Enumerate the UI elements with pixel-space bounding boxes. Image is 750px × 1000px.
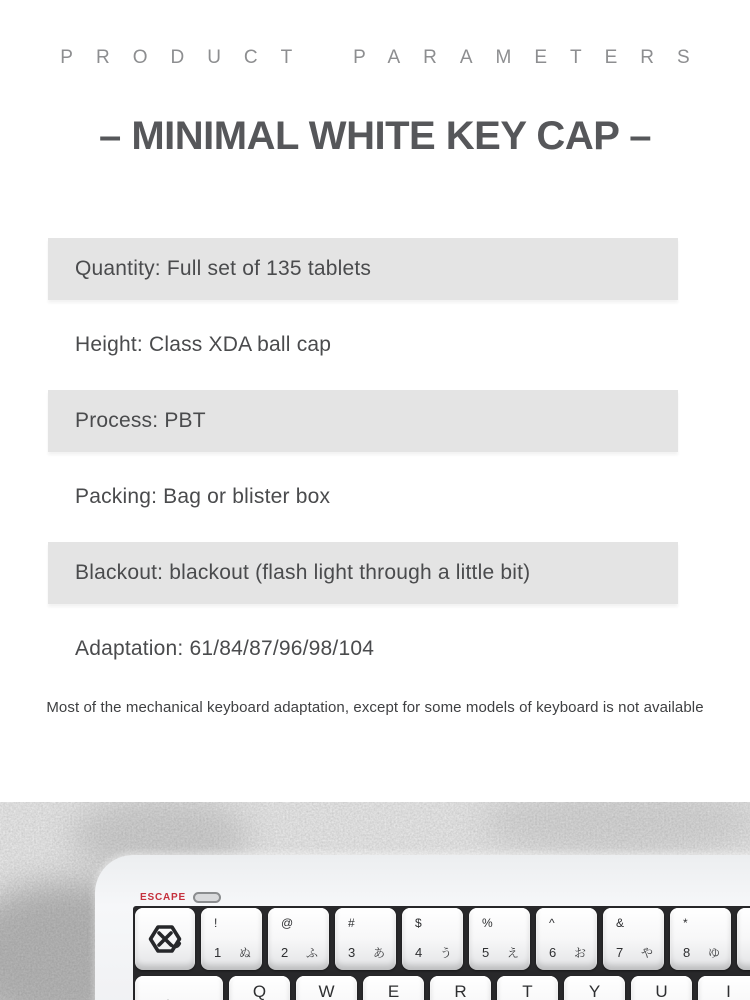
keycap-symbol-legend: %: [482, 916, 493, 930]
keycap-kana-legend: え: [506, 946, 519, 960]
number-keycap: [670, 908, 731, 970]
number-keycap: [201, 908, 262, 970]
keycap-symbol-legend: #: [348, 916, 355, 930]
tab-keycap: [135, 976, 223, 1000]
letter-keycap: [296, 976, 357, 1000]
letter-keycap: [698, 976, 750, 1000]
parameter-row: [48, 390, 678, 452]
compatibility-note: Most of the mechanical keyboard adaptation, except for some models of keyboard is not available: [46, 699, 704, 716]
keyboard-row-qwerty: [135, 976, 750, 1000]
keycap-number-legend: 2: [281, 945, 289, 960]
keyboard-row-numbers: [135, 908, 750, 970]
keycap-kana-legend: お: [573, 946, 586, 960]
page-title: – MINIMAL WHITE KEY CAP –: [98, 114, 652, 158]
keycap-number-legend: 6: [549, 945, 557, 960]
keycap-letter-legend: U: [655, 982, 668, 1000]
parameter-text: Adaptation: 61/84/87/96/98/104: [75, 637, 375, 660]
number-keycap: [469, 908, 530, 970]
letter-keycap: [430, 976, 491, 1000]
hexagon-x-logo-icon: [147, 922, 183, 956]
keycap-number-legend: 7: [616, 945, 624, 960]
keycap-symbol-legend: @: [281, 916, 294, 930]
keycap-symbol-legend: &: [616, 916, 625, 930]
keycap-letter-legend: W: [318, 982, 335, 1000]
parameter-text: Blackout: blackout (flash light through a little bit): [75, 561, 531, 584]
parameter-text: Quantity: Full set of 135 tablets: [75, 257, 372, 280]
keycap-kana-legend: や: [640, 946, 653, 960]
parameter-row: [48, 618, 678, 680]
keycap-letter-legend: T: [522, 982, 533, 1000]
letter-keycap: [631, 976, 692, 1000]
partial-keycap: [737, 908, 750, 970]
parameter-row: [48, 466, 678, 528]
keycap-symbol-legend: *: [683, 916, 688, 930]
parameter-row: [48, 314, 678, 376]
keycap-symbol-legend: $: [415, 916, 422, 930]
parameter-text: Height: Class XDA ball cap: [75, 333, 332, 356]
parameter-row: [48, 542, 678, 604]
keycap-kana-legend: あ: [372, 946, 385, 960]
keycap-symbol-legend: ^: [549, 916, 555, 930]
keycap-symbol-legend: !: [214, 916, 218, 930]
keycap-kana-legend: う: [439, 946, 452, 960]
parameter-row: [48, 238, 678, 300]
number-keycap: [603, 908, 664, 970]
keycap-number-legend: 5: [482, 945, 490, 960]
parameters-list: [48, 238, 678, 694]
letter-keycap: [564, 976, 625, 1000]
keyboard-photo: [0, 802, 750, 1000]
keycap-letter-legend: R: [454, 982, 467, 1000]
keycap-letter-legend: Y: [588, 982, 601, 1000]
section-eyebrow: PRODUCT PARAMETERS: [60, 47, 713, 68]
keycap-letter-legend: Q: [252, 982, 267, 1000]
keycap-number-legend: 4: [415, 945, 423, 960]
letter-keycap: [363, 976, 424, 1000]
keycap-kana-legend: ぬ: [238, 946, 251, 960]
keycap-number-legend: 3: [348, 945, 356, 960]
letter-keycap: [229, 976, 290, 1000]
escape-print-label: ESCAPE: [140, 891, 186, 903]
parameter-text: Packing: Bag or blister box: [75, 485, 331, 508]
escape-print-row: [140, 891, 221, 903]
keycap-number-legend: 1: [214, 945, 222, 960]
number-keycap: [335, 908, 396, 970]
keycap-kana-legend: ふ: [305, 946, 318, 960]
number-keycap: [402, 908, 463, 970]
keycap-number-legend: 8: [683, 945, 691, 960]
letter-keycap: [497, 976, 558, 1000]
escape-indicator-pill: [193, 892, 221, 903]
escape-keycap: [135, 908, 195, 970]
parameter-text: Process: PBT: [75, 409, 206, 432]
keycap-letter-legend: I: [726, 982, 731, 1000]
keycap-kana-legend: ゆ: [707, 946, 720, 960]
keycap-letter-legend: E: [387, 982, 400, 1000]
number-keycap: [268, 908, 329, 970]
number-keycap: [536, 908, 597, 970]
